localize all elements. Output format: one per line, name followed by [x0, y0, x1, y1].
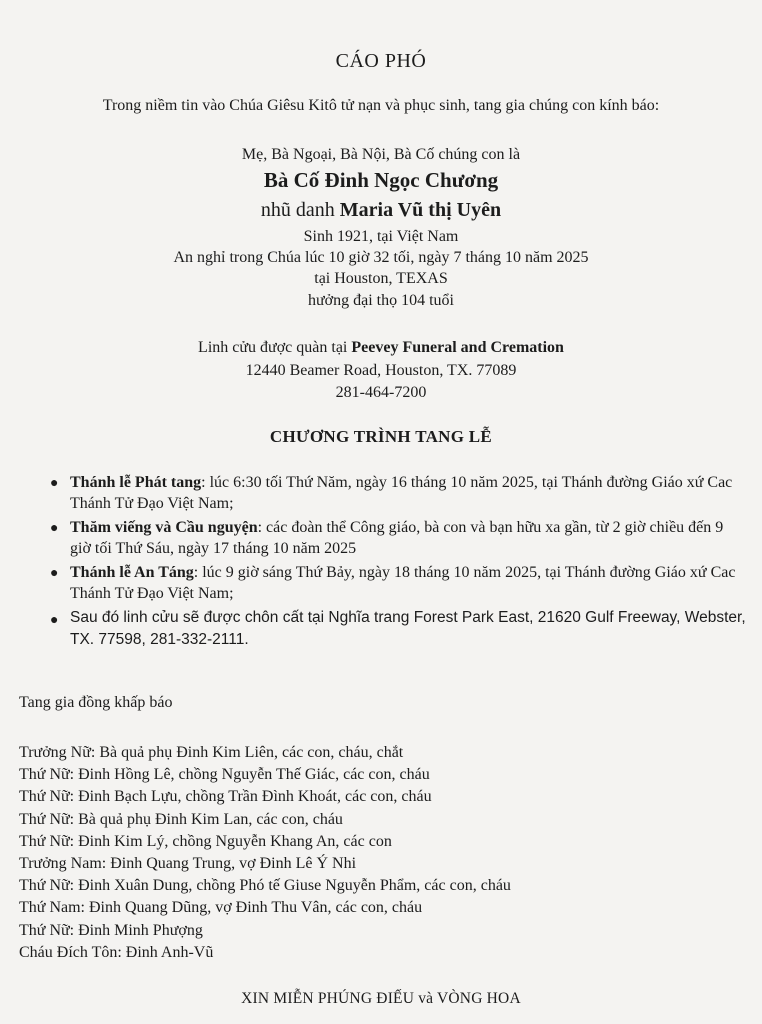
funeral-home-phone: 281-464-7200	[335, 384, 427, 401]
page-title: CÁO PHÓ	[335, 50, 427, 72]
bullet-icon: ●	[50, 476, 59, 491]
funeral-home: Peevey Funeral and Cremation	[351, 339, 564, 356]
viewing-prefix: Linh cửu được quàn tại	[198, 339, 348, 356]
mourner-line: Thứ Nữ: Đinh Minh Phượng	[19, 921, 203, 939]
mourners-list	[19, 742, 511, 964]
maiden-name-line	[0, 199, 762, 222]
mourner-line: Thứ Nữ: Đinh Hồng Lê, chồng Nguyễn Thế Giác, các con, cháu	[19, 766, 430, 784]
program-item-label: Thánh lễ An Táng	[70, 564, 194, 581]
program-item	[48, 472, 748, 514]
bullet-icon: ●	[50, 611, 59, 627]
maiden-prefix: nhũ danh	[260, 199, 335, 221]
program-list	[48, 472, 748, 654]
program-item-text: Sau đó linh cửu sẽ được chôn cất tại Nghĩa trang Forest Park East, 21620 Gulf Freeway, Webster, TX. 77598, 281-332-2111.	[70, 609, 746, 648]
program-item-label: Thăm viếng và Cầu nguyện	[70, 519, 258, 536]
bullet-icon: ●	[50, 566, 59, 581]
program-item-text: : lúc 6:30 tối Thứ Năm, ngày 16 tháng 10 năm 2025, tại Thánh đường Giáo xứ Cac Thánh Tử Đạo Việt Nam;	[70, 474, 733, 512]
mourner-line: Thứ Nam: Đinh Quang Dũng, vợ Đinh Thu Vân, các con, cháu	[19, 899, 423, 917]
footer-note: XIN MIỄN PHÚNG ĐIẾU và VÒNG HOA	[241, 990, 521, 1007]
bullet-icon: ●	[50, 521, 59, 536]
mourners-heading: Tang gia đồng khấp báo	[19, 694, 173, 711]
viewing-line	[0, 339, 762, 357]
mourner-line: Thứ Nữ: Bà quả phụ Đinh Kim Lan, các con, cháu	[19, 810, 343, 828]
mourner-line: Thứ Nữ: Đinh Bạch Lựu, chồng Trần Đình Khoát, các con, cháu	[19, 788, 432, 806]
mourner-line: Trưởng Nữ: Bà quả phụ Đinh Kim Liên, các con, cháu, chắt	[19, 744, 404, 761]
program-item-label: Thánh lễ Phát tang	[70, 474, 202, 491]
relation-line: Mẹ, Bà Ngoại, Bà Nội, Bà Cố chúng con là	[241, 146, 521, 163]
mourner-line: Thứ Nữ: Đinh Xuân Dung, chồng Phó tế Giuse Nguyễn Phẩm, các con, cháu	[19, 877, 511, 895]
birth-line: Sinh 1921, tại Việt Nam	[303, 228, 459, 245]
program-item	[48, 607, 748, 651]
deceased-name: Bà Cố Đinh Ngọc Chương	[263, 168, 499, 192]
maiden-name: Maria Vũ thị Uyên	[339, 199, 502, 221]
intro-text: Trong niềm tin vào Chúa Giêsu Kitô tử nạn và phục sinh, tang gia chúng con kính báo:	[102, 97, 660, 114]
mourner-line: Cháu Đích Tôn: Đinh Anh-Vũ	[19, 943, 214, 961]
funeral-home-address: 12440 Beamer Road, Houston, TX. 77089	[245, 362, 517, 379]
place-line: tại Houston, TEXAS	[314, 270, 448, 287]
mourner-line: Trưởng Nam: Đinh Quang Trung, vợ Đinh Lê Ý Nhi	[19, 855, 357, 873]
passing-line: An nghỉ trong Chúa lúc 10 giờ 32 tối, ngày 7 tháng 10 năm 2025	[173, 249, 589, 266]
program-item-text: : lúc 9 giờ sáng Thứ Bảy, ngày 18 tháng 10 năm 2025, tại Thánh đường Giáo xứ Cac Thánh Tử Đạo Việt Nam;	[70, 564, 736, 602]
program-item	[48, 517, 748, 559]
program-item-text: : các đoàn thể Công giáo, bà con và bạn hữu xa gần, từ 2 giờ chiều đến 9 giờ tối Thứ Sáu, ngày 17 tháng 10 năm 2025	[70, 519, 724, 557]
age-line: hưởng đại thọ 104 tuổi	[307, 292, 454, 309]
program-title: CHƯƠNG TRÌNH TANG LỄ	[269, 427, 493, 446]
mourner-line: Thứ Nữ: Đinh Kim Lý, chồng Nguyễn Khang An, các con	[19, 832, 392, 850]
program-item	[48, 562, 748, 604]
